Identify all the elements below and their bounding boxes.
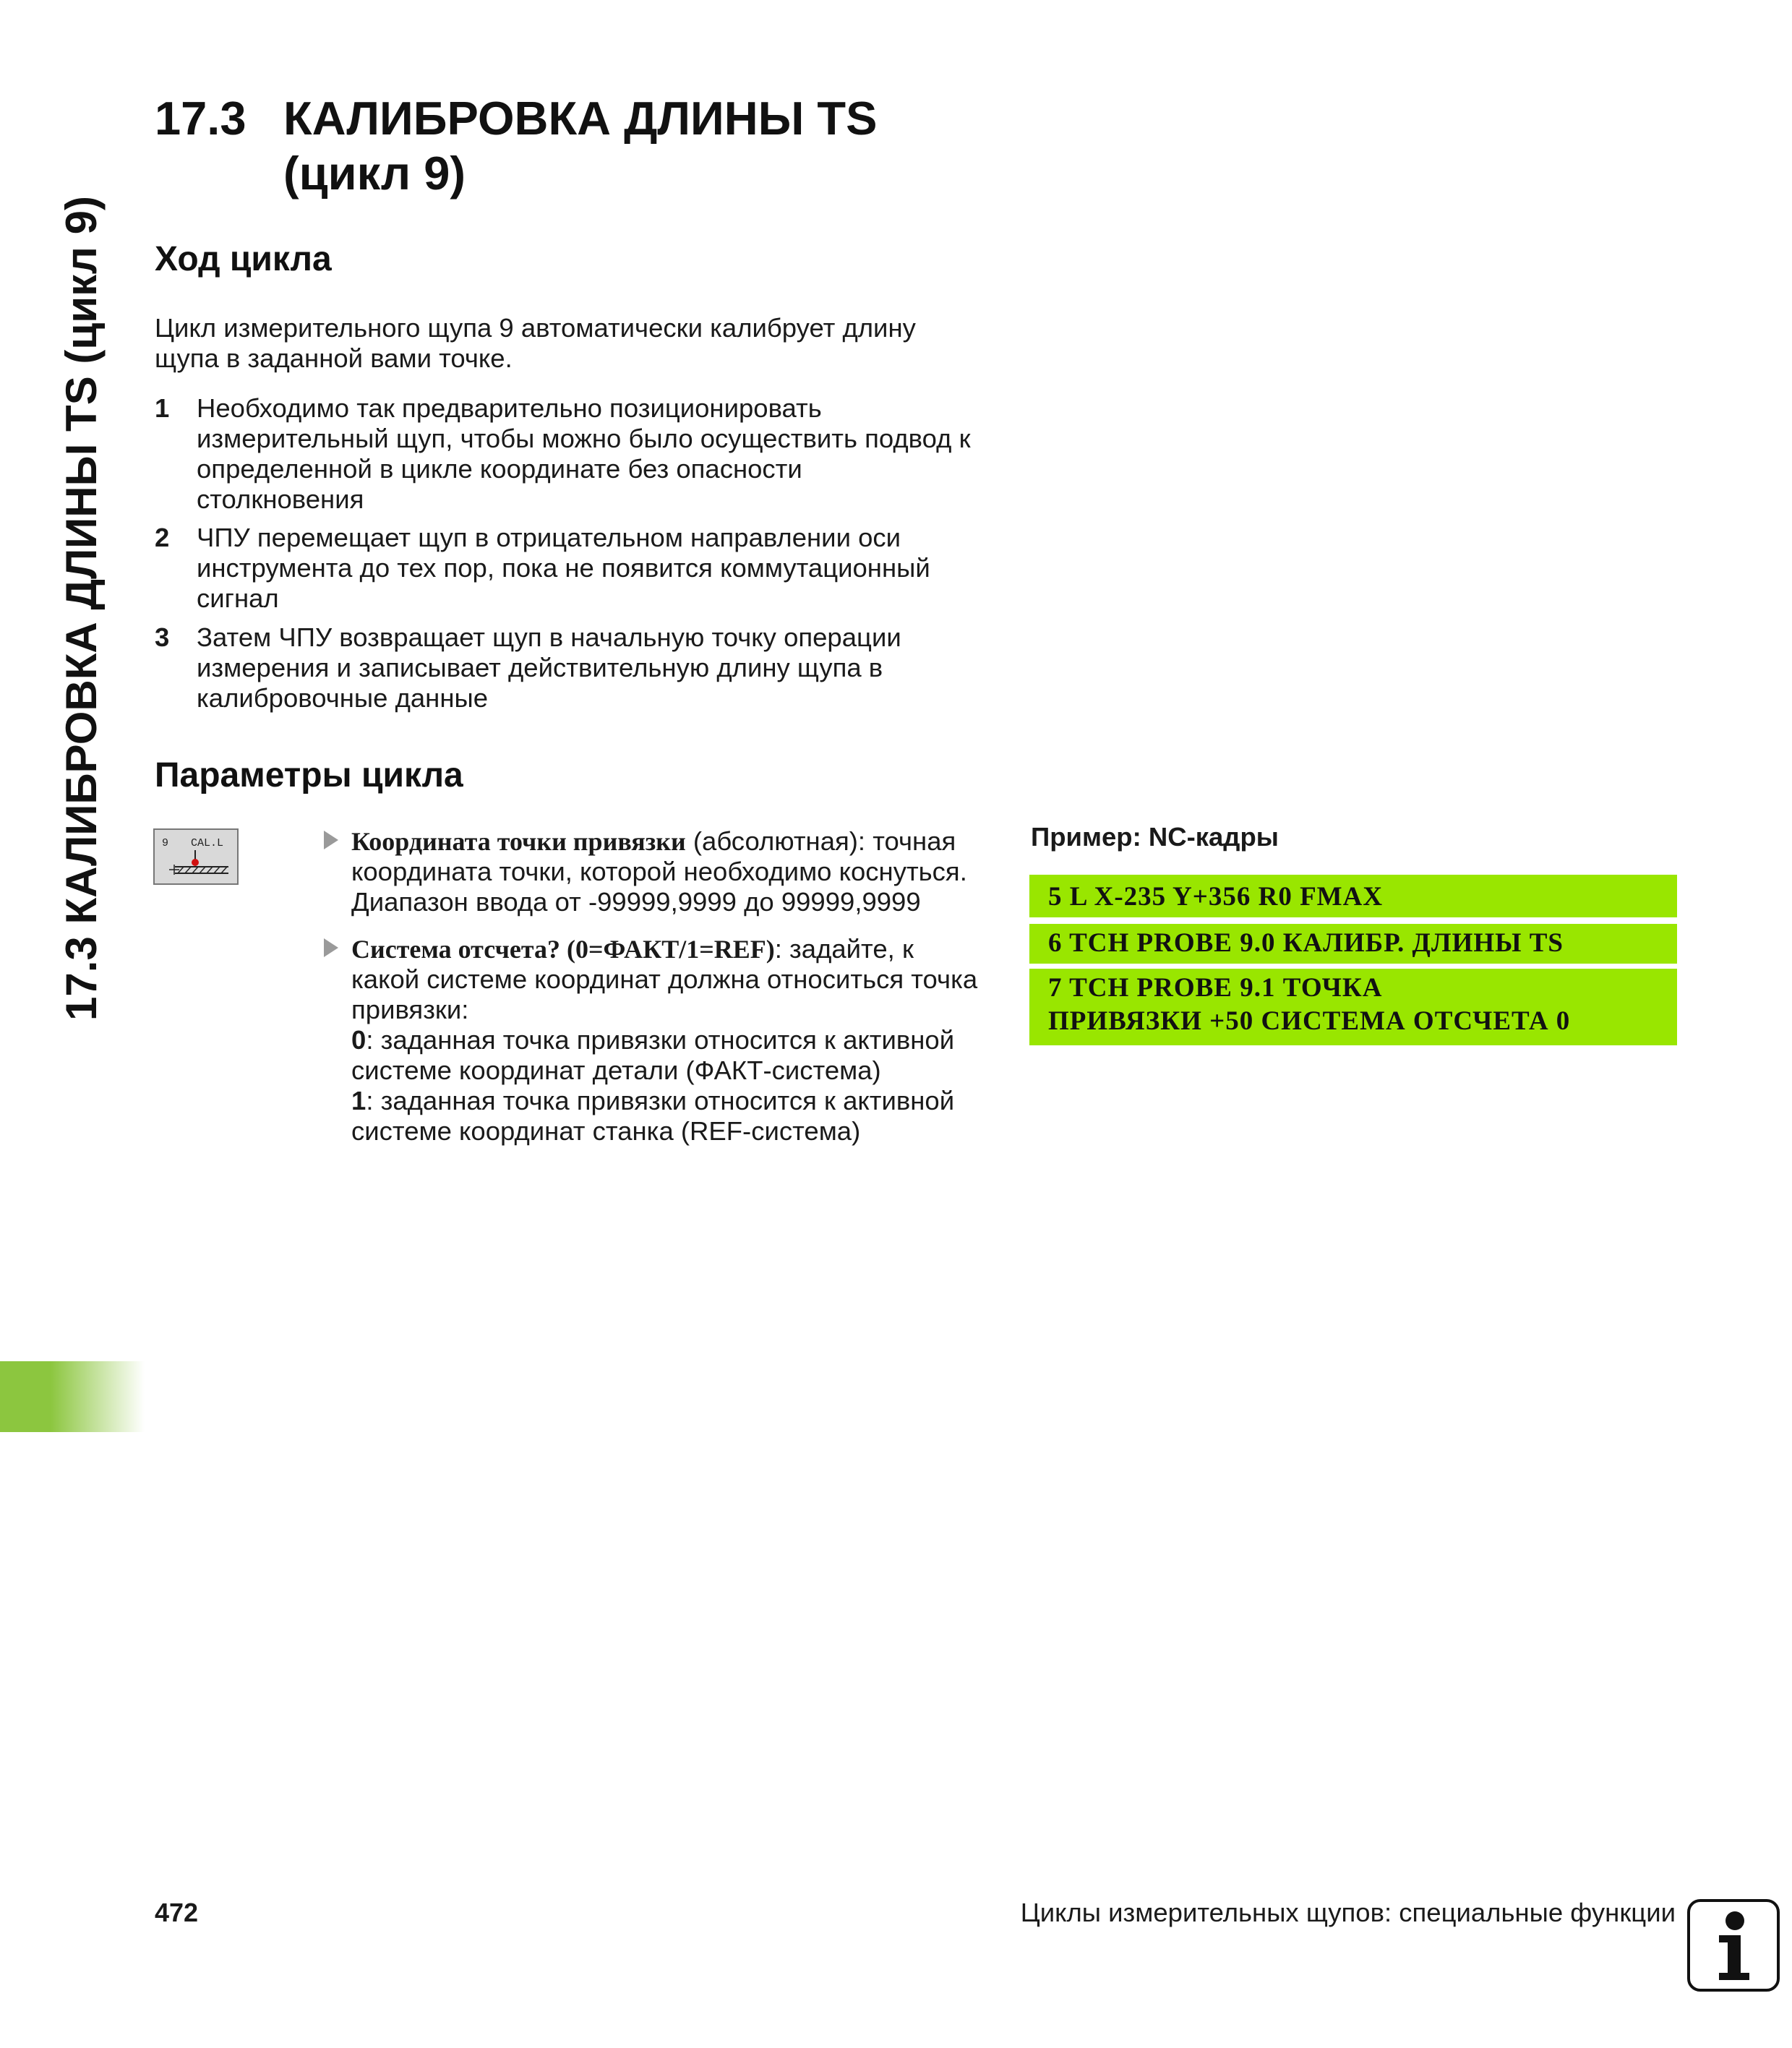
step-text: [197, 393, 1006, 515]
step-line: инструмента до тех пор, пока не появится коммутационный: [197, 553, 930, 583]
parameter-line: какой системе координат должна относиться точка: [351, 964, 978, 994]
chapter-color-tab: [0, 1361, 145, 1432]
step-line: Затем ЧПУ возвращает щуп в начальную точку операции: [197, 622, 901, 652]
nc-line: ПРИВЯЗКИ +50 СИСТЕМА ОТСЧЕТА 0: [1048, 1006, 1571, 1036]
intro-line: щупа в заданной вами точке.: [155, 343, 513, 373]
step-line: ЧПУ перемещает щуп в отрицательном направлении оси: [197, 523, 901, 552]
parameter-desc: : задайте, к: [774, 934, 914, 964]
nc-line: 6 TCH PROBE 9.0 КАЛИБР. ДЛИНЫ TS: [1048, 928, 1564, 958]
icon-label: CAL.L: [191, 837, 224, 849]
step-line: измерения и записывает действительную длину щупа в: [197, 653, 883, 682]
nc-block-5: [1029, 875, 1677, 917]
step-line: измерительный щуп, чтобы можно было осуществить подвод к: [197, 424, 971, 453]
cycle-9-cal-l-icon: [153, 828, 239, 885]
side-chapter-title: 17.3 КАЛИБРОВКА ДЛИНЫ TS (цикл 9): [57, 195, 106, 1021]
nc-block-6: [1029, 924, 1677, 964]
sequence-intro: [155, 313, 1008, 374]
parameter-line: привязки:: [351, 995, 469, 1024]
step-line: столкновения: [197, 484, 364, 514]
nc-line: 5 L X-235 Y+356 R0 FMAX: [1048, 882, 1384, 912]
section-title-line1: КАЛИБРОВКА ДЛИНЫ TS: [283, 92, 878, 145]
parameter-term: Система отсчета? (0=ФАКТ/1=REF): [351, 935, 775, 964]
step-text: [197, 523, 1006, 614]
info-icon: [1687, 1899, 1780, 1992]
section-title-line2: (цикл 9): [283, 147, 466, 200]
parameter-line: координата точки, которой необходимо коснуться.: [351, 857, 967, 886]
parameters-heading: Параметры цикла: [155, 756, 463, 794]
step-number: 2: [155, 523, 170, 552]
nc-line: 7 TCH PROBE 9.1 ТОЧКА: [1048, 973, 1383, 1003]
parameter-term: Координата точки привязки: [351, 827, 686, 856]
step-line: сигнал: [197, 583, 279, 613]
option-desc: : заданная точка привязки относится к активной: [366, 1025, 955, 1055]
step-number: 1: [155, 393, 170, 423]
option-key: 0: [351, 1025, 366, 1055]
sequence-heading: Ход цикла: [155, 240, 332, 278]
section-number: 17.3: [155, 92, 246, 145]
step-line: Необходимо так предварительно позиционировать: [197, 393, 822, 423]
step-line: калибровочные данные: [197, 683, 489, 713]
page-number: 472: [155, 1898, 199, 1927]
chapter-footer-title: Циклы измерительных щупов: специальные функции: [1020, 1898, 1676, 1927]
example-title: Пример: NC-кадры: [1031, 822, 1279, 852]
option-desc-cont: системе координат детали (ФАКТ-система): [351, 1055, 881, 1085]
icon-digit: 9: [162, 837, 169, 849]
parameter-line: Диапазон ввода от -99999,9999 до 99999,9999: [351, 887, 921, 917]
option-desc-cont: системе координат станка (REF-система): [351, 1116, 861, 1146]
option-desc: : заданная точка привязки относится к активной: [366, 1086, 955, 1115]
step-text: [197, 622, 1006, 714]
bullet-arrow-icon: [322, 829, 340, 851]
bullet-arrow-icon: [322, 937, 340, 959]
nc-block-7: [1029, 969, 1677, 1045]
intro-line: Цикл измерительного щупа 9 автоматически калибрует длину: [155, 313, 916, 343]
parameter-desc: (абсолютная): точная: [685, 826, 956, 856]
option-key: 1: [351, 1086, 366, 1115]
step-number: 3: [155, 622, 170, 652]
step-line: определенной в цикле координате без опасности: [197, 454, 802, 484]
